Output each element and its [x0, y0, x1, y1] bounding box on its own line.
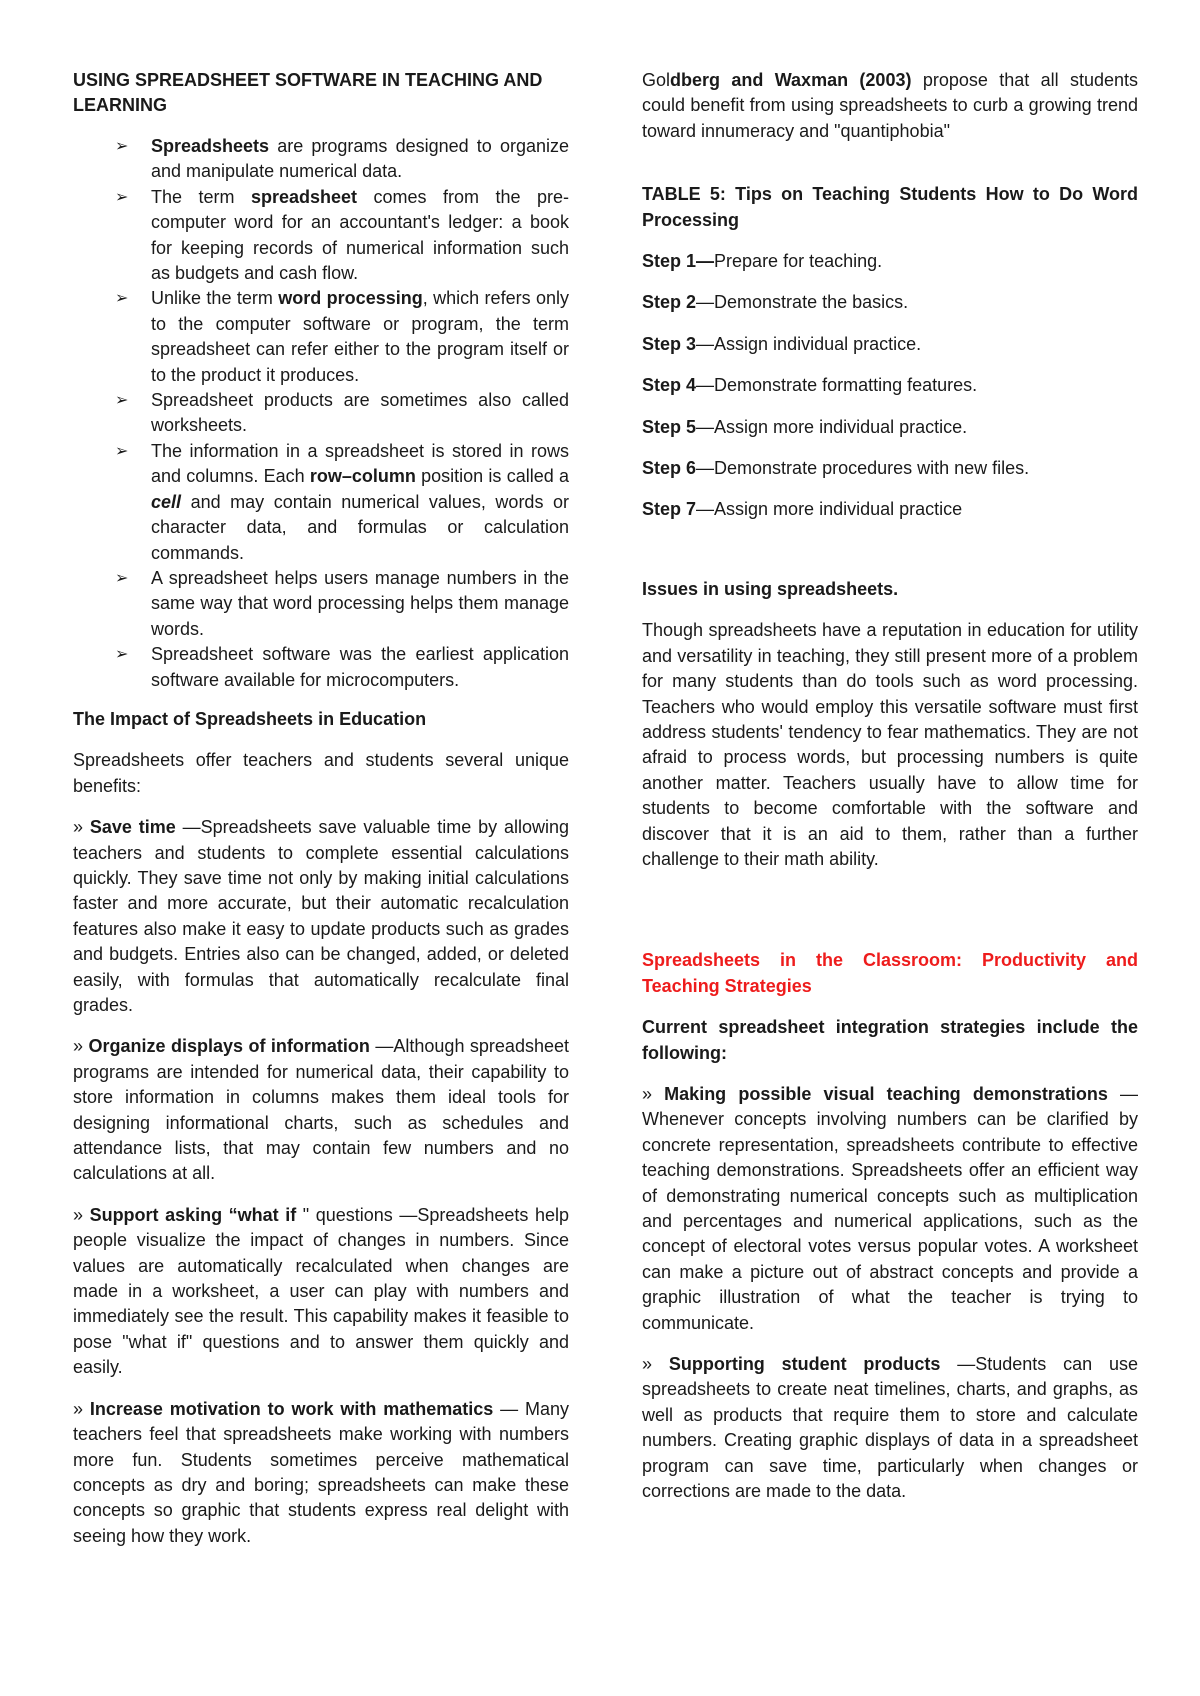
chevron-prefix: » [73, 817, 90, 838]
step-item [642, 373, 1138, 398]
benefit-text: —Spreadsheets save valuable time by allowing teachers and students to complete essential calculations quickly. They save time not only by making initial calculations faster and more accurate, but their automatic recalculation features also make it easy to update products such as grades and budgets. Entries also can be changed, added, or deleted easily, with formulas that automatically recalculate final grades. [73, 817, 569, 1015]
intro-paragraph [642, 68, 1138, 144]
strategy-paragraph [642, 1352, 1138, 1504]
bold-term: row–column [309, 466, 416, 487]
right-column [642, 68, 1138, 1520]
step-label: Step 5 [642, 416, 697, 437]
benefit-paragraph [73, 1203, 569, 1381]
chevron-prefix: » [73, 1398, 90, 1419]
benefit-label: Increase motivation to work with mathematics [89, 1398, 494, 1419]
left-column [73, 68, 569, 1565]
step-text: Prepare for teaching. [714, 251, 883, 272]
step-item [642, 415, 1138, 440]
bullet-list [73, 134, 569, 693]
bold-term: spreadsheet [250, 186, 358, 207]
list-item-text: The term [151, 186, 251, 207]
spacer [642, 144, 1138, 182]
step-label: Step 6 [642, 458, 697, 479]
list-item-text: Spreadsheet software was the earliest application software available for microcomputers. [151, 644, 569, 690]
issues-paragraph: Though spreadsheets have a reputation in education for utility and versatility in teaching, they still present more of a problem for many students than do tools such as word processing. Teachers who would employ this versatile software must first address students' tendency to fear mathematics. They are not afraid to process words, but processing numbers is quite another matter. Teachers usually have to allow time for students to become comfortable with the software and discover that it is an aid to them, rather than a further challenge to their math ability. [642, 620, 1138, 869]
list-item-text: Unlike the term [151, 288, 279, 309]
list-item-text: comes from the pre-computer word for an accountant's ledger: a book for keeping records of numerical information such as budgets and cash flow. [151, 186, 569, 284]
bold-term: Spreadsheets [151, 136, 270, 156]
list-item [73, 185, 569, 287]
step-item [642, 290, 1138, 315]
list-item-text: A spreadsheet helps users manage numbers in the same way that word processing helps them manage words. [151, 567, 569, 639]
list-item-text: position is called a [415, 466, 569, 487]
step-item [642, 497, 1138, 522]
strategy-paragraph [642, 1082, 1138, 1336]
list-item-text: , which refers only to the computer software or program, the term spreadsheet can refer either to the program itself or to the product it produces. [151, 288, 569, 385]
section-heading-issues: Issues in using spreadsheets. [642, 578, 899, 599]
section-heading-impact: The Impact of Spreadsheets in Education [73, 708, 427, 729]
intro-text: Gol [642, 70, 671, 90]
step-text: —Assign individual practice. [696, 333, 922, 354]
impact-intro: Spreadsheets offer teachers and students several unique benefits: [73, 750, 569, 796]
step-text: —Assign more individual practice. [696, 416, 968, 437]
step-text: —Demonstrate the basics. [696, 292, 909, 313]
step-label: Step 4 [642, 375, 697, 396]
list-item-text: and may contain numerical values, words or character data, and formulas or calculation commands. [151, 491, 569, 563]
list-item [73, 439, 569, 566]
arrow-bullet-icon: ➢ [115, 188, 129, 206]
benefit-label: Organize displays of information [88, 1036, 370, 1057]
list-item [73, 388, 569, 439]
arrow-bullet-icon: ➢ [115, 392, 129, 410]
chevron-prefix: » [73, 1204, 90, 1225]
step-text: —Demonstrate procedures with new files. [696, 458, 1030, 479]
step-label: Step 2 [642, 292, 697, 313]
benefit-text: —Although spreadsheet programs are intended for numerical data, their capability to store information in columns makes them ideal tools for designing informational charts, such as schedules and attendance lists, that may contain few numbers and no calculations at all. [73, 1036, 569, 1184]
arrow-bullet-icon: ➢ [115, 646, 129, 664]
bold-term: word processing [278, 288, 423, 309]
arrow-bullet-icon: ➢ [115, 569, 129, 587]
strategy-label: Making possible visual teaching demonstrations [664, 1083, 1108, 1104]
arrow-bullet-icon: ➢ [115, 442, 129, 460]
step-label: Step 3 [642, 333, 697, 354]
strategies-heading: Current spreadsheet integration strategies include the following: [642, 1017, 1138, 1063]
bold-italic-term: cell [151, 491, 182, 512]
citation: dberg and Waxman (2003) [670, 70, 912, 90]
strategy-label: Supporting student products [668, 1354, 941, 1375]
spacer [642, 888, 1138, 948]
section-heading-classroom: Spreadsheets in the Classroom: Productivity and Teaching Strategies [642, 950, 1138, 996]
chevron-prefix: » [73, 1036, 89, 1057]
step-item [642, 249, 1138, 274]
page-title: USING SPREADSHEET SOFTWARE IN TEACHING AND LEARNING [73, 70, 543, 115]
arrow-bullet-icon: ➢ [115, 290, 129, 308]
step-text: —Assign more individual practice [696, 499, 963, 520]
intro-text: propose that all students could benefit from using spreadsheets to curb a growing trend toward innumeracy and "quantiphobia" [642, 70, 1138, 141]
benefit-paragraph [73, 1397, 569, 1549]
benefit-label: Support asking “what if [89, 1204, 297, 1225]
benefit-paragraph [73, 1034, 569, 1186]
benefit-label: Save time [89, 817, 176, 838]
strategy-text: —Whenever concepts involving numbers can be clarified by concrete representation, spreadsheets contribute to effective teaching demonstrations. Spreadsheets offer an efficient way of demonstrating numerical concepts such as multiplication and percentages and numerical applications, such as the concept of electoral votes versus popular votes. A worksheet can make a picture out of abstract concepts and provide a graphic illustration of what the teacher is trying to communicate. [642, 1083, 1139, 1333]
chevron-prefix: » [642, 1083, 665, 1104]
benefit-text: — Many teachers feel that spreadsheets make working with numbers more fun. Students sometimes perceive mathematical concepts as dry and boring; spreadsheets can make these concepts so graphic that students express real delight with seeing how they work. [73, 1398, 569, 1546]
strategy-text: —Students can use spreadsheets to create neat timelines, charts, and graphs, as well as products that require them to store and calculate numbers. Creating graphic displays of data in a spreadsheet program can save time, particularly when changes or corrections are made to the data. [642, 1354, 1138, 1502]
step-item [642, 332, 1138, 357]
list-item [73, 286, 569, 388]
benefit-paragraph [73, 815, 569, 1018]
list-item [73, 134, 569, 185]
list-item [73, 566, 569, 642]
chevron-prefix: » [642, 1354, 669, 1375]
arrow-bullet-icon: ➢ [115, 138, 129, 155]
list-item [73, 642, 569, 693]
step-item [642, 456, 1138, 481]
step-list [642, 249, 1138, 523]
spacer [642, 539, 1138, 577]
table-title: TABLE 5: Tips on Teaching Students How to Do Word Processing [642, 184, 1138, 230]
step-label: Step 1— [642, 251, 715, 272]
step-label: Step 7 [642, 499, 697, 520]
list-item-text: The information in a spreadsheet is stored in rows and columns. Each [151, 440, 569, 487]
step-text: —Demonstrate formatting features. [696, 375, 978, 396]
benefit-text: " questions —Spreadsheets help people visualize the impact of changes in numbers. Since values are automatically recalculated when changes are made in a worksheet, a user can play with numbers and immediately see the result. This capability makes it feasible to pose "what if" questions and to answer them quickly and easily. [73, 1204, 569, 1378]
list-item-text: are programs designed to organize and manipulate numerical data. [151, 136, 569, 182]
list-item-text: Spreadsheet products are sometimes also called worksheets. [151, 390, 569, 436]
